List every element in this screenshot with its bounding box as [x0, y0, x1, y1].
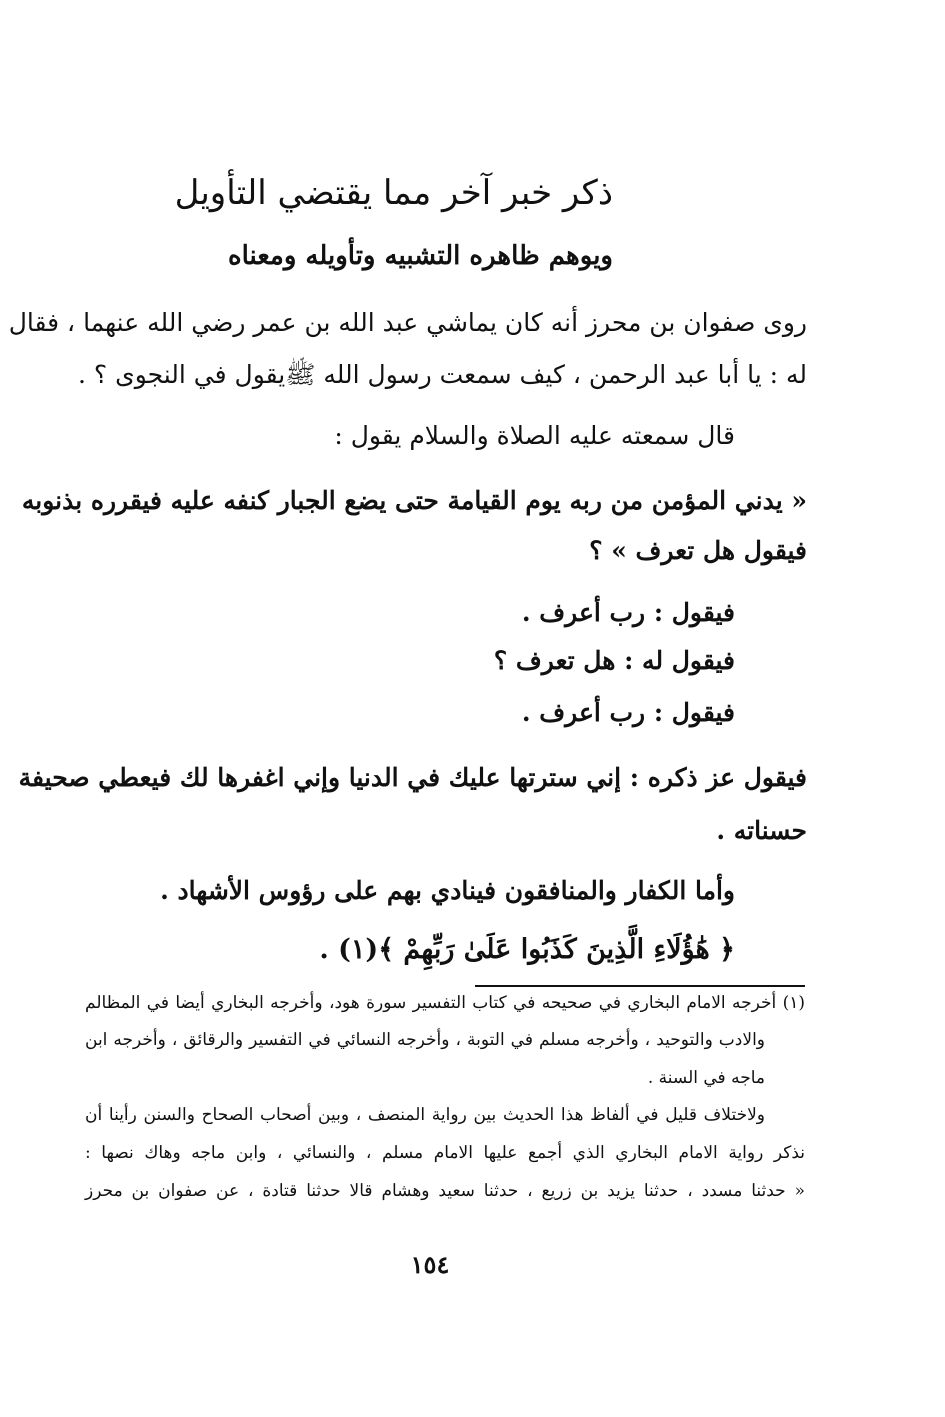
footnote-1-line-3: ماجه في السنة .: [647, 1068, 765, 1088]
paragraph-1-line-1: روى صفوان بن محرز أنه كان يماشي عبد الله بن عمر رضي الله عنهما ، فقال: [8, 308, 807, 337]
paragraph-1-line-2: له : يا أبا عبد الرحمن ، كيف سمعت رسول الله ﷺيقول في النجوى ؟ .: [78, 360, 807, 389]
dialogue-line-1: فيقول : رب أعرف .: [521, 598, 735, 627]
hadith-line-1: « يدني المؤمن من ربه يوم القيامة حتى يضع الجبار كنفه عليه فيقرره بذنوبه: [21, 486, 807, 515]
footnote-2-line-3: « حدثنا مسدد ، حدثنا يزيد بن زريع ، حدثنا سعيد وهشام قالا حدثنا قتادة ، عن صفوان بن محرز: [85, 1181, 805, 1201]
chapter-subtitle: ويوهم ظاهره التشبيه وتأويله ومعناه: [227, 241, 613, 271]
paragraph-4-line-2: حسناته .: [716, 816, 807, 845]
paragraph-5: وأما الكفار والمنافقون فينادي بهم على رؤوس الأشهاد .: [160, 876, 735, 905]
footnote-1-line-2: والادب والتوحيد ، وأخرجه مسلم في التوبة ، وأخرجه النسائي في التفسير والرقائق ، وأخرجه ابن: [85, 1030, 765, 1050]
paragraph-2: قال سمعته عليه الصلاة والسلام يقول :: [334, 421, 735, 450]
chapter-title: ذكر خبر آخر مما يقتضي التأويل: [174, 173, 613, 213]
quran-verse: ﴿ هَٰؤُلَاءِ الَّذِينَ كَذَبُوا عَلَىٰ رَبِّهِمْ ﴾(١) .: [319, 934, 735, 965]
dialogue-line-2: فيقول له : هل تعرف ؟: [493, 646, 735, 675]
footnote-divider: [475, 985, 805, 987]
footnote-2-line-2: نذكر رواية الامام البخاري الذي أجمع عليها الامام مسلم ، والنسائي ، وابن ماجه وهاك نصها :: [85, 1143, 805, 1163]
hadith-line-2: فيقول هل تعرف » ؟: [589, 536, 807, 565]
page-number: ١٥٤: [410, 1250, 450, 1279]
footnote-1-line-1: (١) أخرجه الامام البخاري في صحيحه في كتاب التفسير سورة هود، وأخرجه البخاري أيضا في المظالم: [85, 993, 805, 1013]
paragraph-4-line-1: فيقول عز ذكره : إني سترتها عليك في الدنيا وإني اغفرها لك فيعطي صحيفة: [18, 763, 807, 792]
dialogue-line-3: فيقول : رب أعرف .: [521, 698, 735, 727]
footnote-2-line-1: ولاختلاف قليل في ألفاظ هذا الحديث بين رواية المنصف ، وبين أصحاب الصحاح والسنن رأينا أن: [85, 1105, 765, 1125]
